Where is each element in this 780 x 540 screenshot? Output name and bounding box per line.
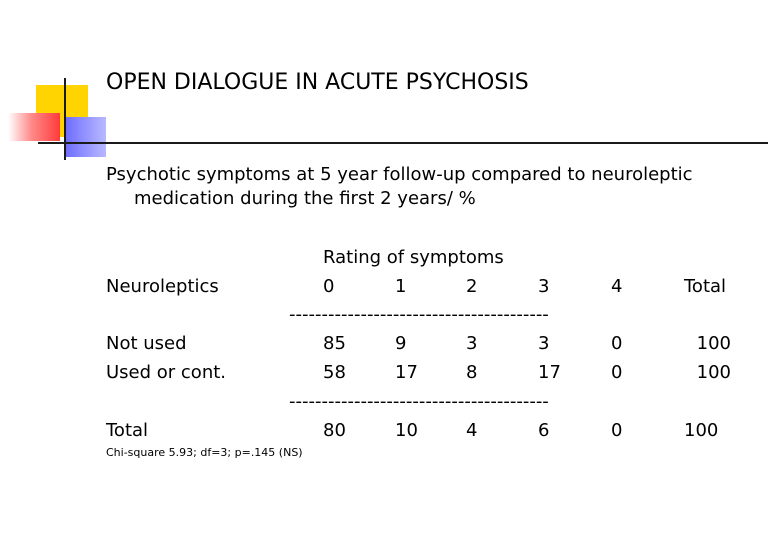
table-cell: 9 — [395, 333, 407, 354]
table-cell: 0 — [611, 333, 623, 354]
total-cell: 0 — [611, 420, 623, 441]
total-cell: 80 — [323, 420, 346, 441]
table-cell: 85 — [323, 333, 346, 354]
table-cell: 8 — [466, 362, 478, 383]
total-cell: 6 — [538, 420, 550, 441]
separator: ---------------------------------------- — [289, 391, 549, 412]
column-header: 2 — [466, 276, 478, 297]
table-cell: 0 — [611, 362, 623, 383]
decor-red-bar — [8, 113, 60, 141]
row-label: Not used — [106, 333, 187, 354]
row-header: Neuroleptics — [106, 276, 219, 297]
column-header: 4 — [611, 276, 623, 297]
table-cell: 100 — [696, 362, 731, 383]
column-header: 0 — [323, 276, 335, 297]
title-underline — [38, 142, 768, 144]
footnote: Chi-square 5.93; df=3; p=.145 (NS) — [106, 446, 303, 459]
column-header: Total — [684, 276, 727, 297]
total-cell: 4 — [466, 420, 478, 441]
subtitle-line-1: Psychotic symptoms at 5 year follow-up compared to neuroleptic — [106, 164, 693, 185]
table-cell: 17 — [395, 362, 418, 383]
group-header: Rating of symptoms — [323, 247, 504, 268]
total-cell: 10 — [395, 420, 418, 441]
table-cell: 3 — [466, 333, 478, 354]
row-label: Used or cont. — [106, 362, 227, 383]
table-cell: 17 — [538, 362, 561, 383]
decor-vertical-line — [64, 78, 66, 160]
table-cell: 3 — [538, 333, 550, 354]
subtitle-line-2: medication during the first 2 years/ % — [134, 188, 476, 209]
slide-title: OPEN DIALOGUE IN ACUTE PSYCHOSIS — [106, 70, 529, 95]
total-label: Total — [106, 420, 149, 441]
table-cell: 100 — [696, 333, 731, 354]
table-cell: 58 — [323, 362, 346, 383]
column-header: 1 — [395, 276, 407, 297]
decor-blue-square — [64, 117, 106, 157]
column-header: 3 — [538, 276, 550, 297]
separator: ---------------------------------------- — [289, 304, 549, 325]
total-cell: 100 — [684, 420, 719, 441]
